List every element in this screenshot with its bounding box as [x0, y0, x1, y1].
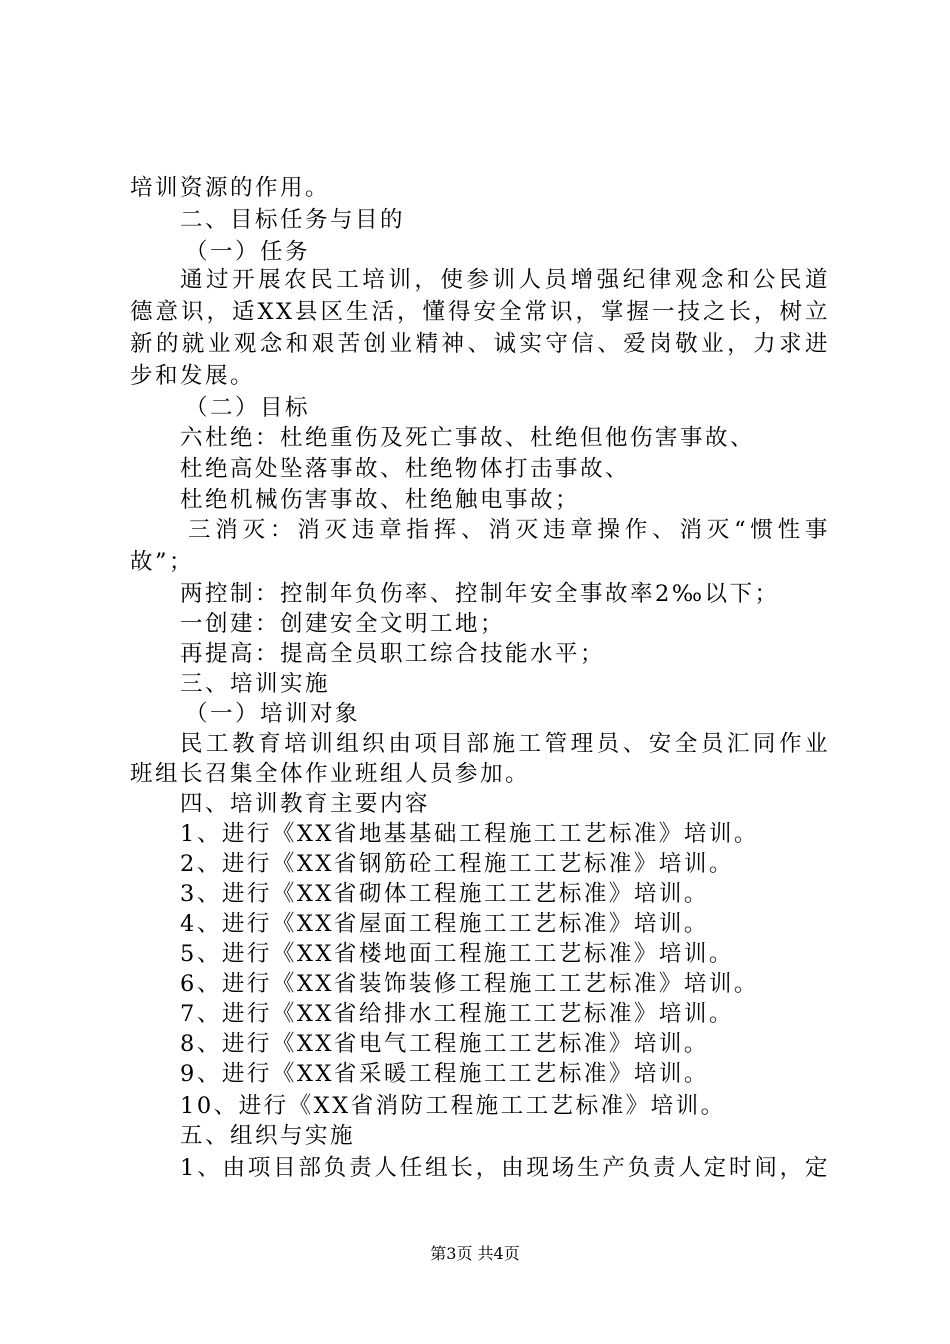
- list-item: 5、进行《XX省楼地面工程施工工艺标准》培训。: [180, 941, 734, 967]
- subsection-heading-task: （一）任务: [185, 239, 311, 265]
- list-item: 9、进行《XX省采暖工程施工工艺标准》培训。: [180, 1061, 709, 1087]
- goal-line: 六杜绝：杜绝重伤及死亡事故、杜绝但他伤害事故、: [180, 425, 756, 451]
- goal-line: 三消灭：消灭违章指挥、消灭违章操作、消灭“惯性事: [188, 517, 830, 543]
- paragraph-line: 班组长召集全体作业班组人员参加。: [130, 761, 531, 787]
- paragraph-line: 步和发展。: [130, 363, 256, 389]
- section-heading-4: 四、培训教育主要内容: [180, 791, 431, 817]
- list-item: 8、进行《XX省电气工程施工工艺标准》培训。: [180, 1031, 709, 1057]
- subsection-heading-target: （一）培训对象: [185, 701, 361, 727]
- goal-line: 杜绝机械伤害事故、杜绝触电事故；: [180, 487, 581, 513]
- section-heading-3: 三、培训实施: [180, 671, 331, 697]
- subsection-heading-goal: （二）目标: [185, 395, 311, 421]
- list-item: 7、进行《XX省给排水工程施工工艺标准》培训。: [180, 1001, 734, 1027]
- paragraph-line: 民工教育培训组织由项目部施工管理员、安全员汇同作业: [180, 731, 830, 757]
- text-line: 培训资源的作用。: [130, 175, 331, 201]
- list-item: 3、进行《XX省砌体工程施工工艺标准》培训。: [180, 881, 709, 907]
- paragraph-line: 通过开展农民工培训，使参训人员增强纪律观念和公民道: [180, 267, 830, 293]
- list-item: 4、进行《XX省屋面工程施工工艺标准》培训。: [180, 911, 709, 937]
- paragraph-line: 德意识，适XX县区生活，懂得安全常识，掌握一技之长，树立: [130, 299, 830, 325]
- list-item: 1、进行《XX省地基基础工程施工工艺标准》培训。: [180, 821, 759, 847]
- goal-line: 两控制：控制年负伤率、控制年安全事故率2‰以下；: [180, 581, 780, 607]
- goal-line: 杜绝高处坠落事故、杜绝物体打击事故、: [180, 456, 631, 482]
- goal-line: 故”；: [130, 549, 195, 575]
- section-heading-5: 五、组织与实施: [180, 1123, 356, 1149]
- paragraph-line: 1、由项目部负责人任组长，由现场生产负责人定时间，定: [180, 1155, 830, 1181]
- page-number-footer: 第3页 共4页: [430, 1244, 520, 1263]
- list-item: 10、进行《XX省消防工程施工工艺标准》培训。: [180, 1093, 726, 1119]
- paragraph-line: 新的就业观念和艰苦创业精神、诚实守信、爱岗敬业，力求进: [130, 331, 830, 357]
- goal-line: 再提高：提高全员职工综合技能水平；: [180, 641, 606, 667]
- list-item: 6、进行《XX省装饰装修工程施工工艺标准》培训。: [180, 971, 759, 997]
- list-item: 2、进行《XX省钢筋砼工程施工工艺标准》培训。: [180, 851, 734, 877]
- goal-line: 一创建：创建安全文明工地；: [180, 611, 506, 637]
- section-heading-2: 二、目标任务与目的: [180, 207, 406, 233]
